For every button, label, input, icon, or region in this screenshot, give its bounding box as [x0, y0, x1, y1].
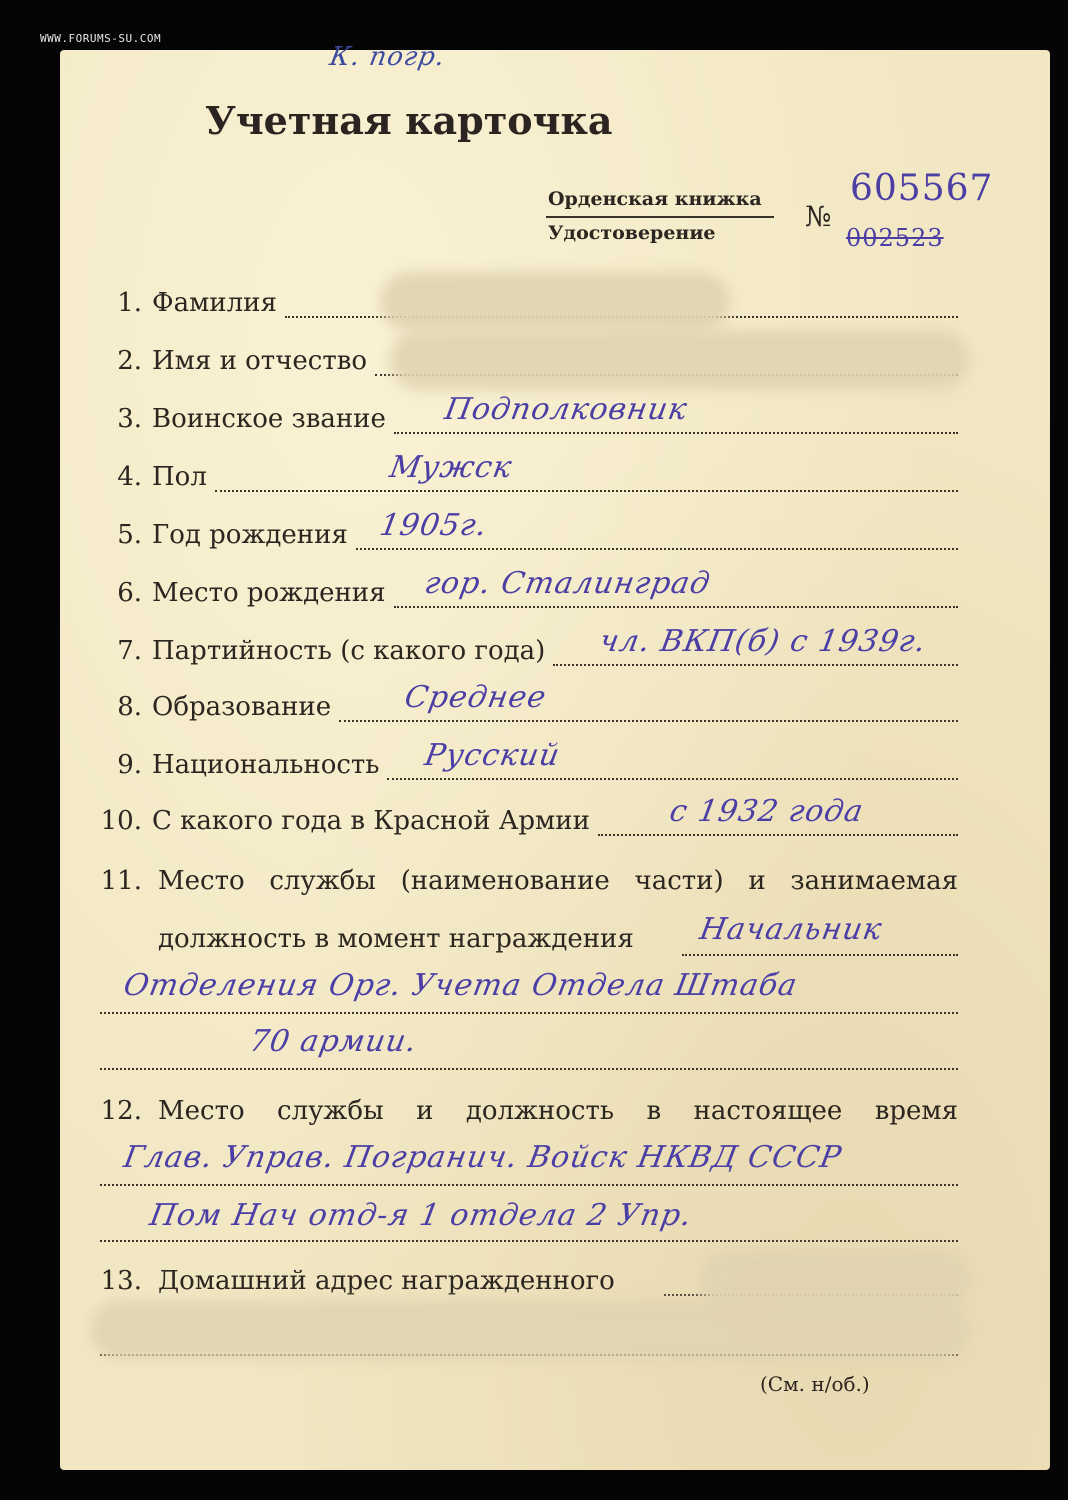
- field-line: [100, 1068, 958, 1070]
- field-value: Мужск: [386, 450, 516, 485]
- corner-note: К. погр.: [327, 42, 448, 72]
- field-value: Глав. Управ. Погранич. Войск НКВД СССР: [120, 1140, 845, 1175]
- field-label: Место рождения: [152, 578, 386, 608]
- field-label: Имя и отчество: [152, 346, 368, 376]
- field-label: Год рождения: [152, 520, 348, 550]
- field-label: Место службы (наименование части) и занимаемая: [158, 866, 958, 896]
- record-card: [60, 42, 1050, 1470]
- field-line: [387, 778, 958, 780]
- certificate-label: Удостоверение: [548, 222, 716, 244]
- field-value: Пом Нач отд-я 1 отдела 2 Упр.: [146, 1198, 695, 1233]
- field-line: [100, 1012, 958, 1014]
- field-label: Национальность: [152, 750, 380, 780]
- field-label: С какого года в Красной Армии: [152, 806, 590, 836]
- field-number: 11.: [100, 866, 142, 896]
- field-line: [682, 954, 958, 956]
- field-number: 8.: [117, 692, 142, 722]
- field-number: 3.: [117, 404, 142, 434]
- field-value: чл. ВКП(б) с 1939г.: [596, 624, 929, 659]
- field-number: 13.: [100, 1266, 142, 1296]
- field-number: 12.: [100, 1096, 142, 1126]
- field-label: Образование: [152, 692, 332, 722]
- field-number: 10.: [100, 806, 142, 836]
- field-number: 7.: [117, 636, 142, 666]
- label-divider: [546, 216, 774, 218]
- field-value: Русский: [421, 738, 563, 773]
- field-value: 1905г.: [376, 508, 491, 543]
- field-number: 1.: [117, 288, 142, 318]
- field-label: Фамилия: [152, 288, 277, 318]
- see-reverse-note: (См. н/об.): [760, 1372, 870, 1396]
- number-sign: №: [805, 200, 832, 233]
- field-value: гор. Сталинград: [421, 566, 714, 601]
- field-number: 4.: [117, 462, 142, 492]
- field-value: Среднее: [401, 680, 550, 715]
- field-label: Домашний адрес награжденного: [158, 1266, 615, 1296]
- watermark: WWW.FORUMS-SU.COM: [40, 32, 162, 45]
- field-line: [598, 834, 958, 836]
- field-label: Пол: [152, 462, 207, 492]
- field-line: [215, 490, 958, 492]
- field-value: Отделения Орг. Учета Отдела Штаба: [120, 968, 801, 1003]
- field-number: 5.: [117, 520, 142, 550]
- field-line: [553, 664, 958, 666]
- order-book-label: Орденская книжка: [548, 188, 762, 210]
- field-number: 9.: [117, 750, 142, 780]
- field-label: Воинское звание: [152, 404, 386, 434]
- field-line: [394, 606, 958, 608]
- struck-number: 002523: [846, 224, 944, 252]
- field-label: Партийность (с какого года): [152, 636, 546, 666]
- field-value: Начальник: [696, 912, 886, 947]
- field-number: 2.: [117, 346, 142, 376]
- redaction-blur: [390, 330, 970, 390]
- field-value: 70 армии.: [246, 1024, 420, 1059]
- redaction-blur: [90, 1300, 970, 1360]
- field-number: 6.: [117, 578, 142, 608]
- field-line: [394, 432, 958, 434]
- field-label: должность в момент награждения: [158, 924, 634, 954]
- redaction-blur: [380, 272, 730, 332]
- field-line: [100, 1240, 958, 1242]
- order-book-number: 605567: [850, 168, 994, 209]
- page-title: Учетная карточка: [205, 98, 613, 143]
- field-line: [339, 720, 958, 722]
- field-line: [356, 548, 958, 550]
- field-value: Подполковник: [441, 392, 691, 427]
- field-value: с 1932 года: [666, 794, 867, 829]
- field-line: [100, 1184, 958, 1186]
- field-label: Место службы и должность в настоящее время: [158, 1096, 958, 1126]
